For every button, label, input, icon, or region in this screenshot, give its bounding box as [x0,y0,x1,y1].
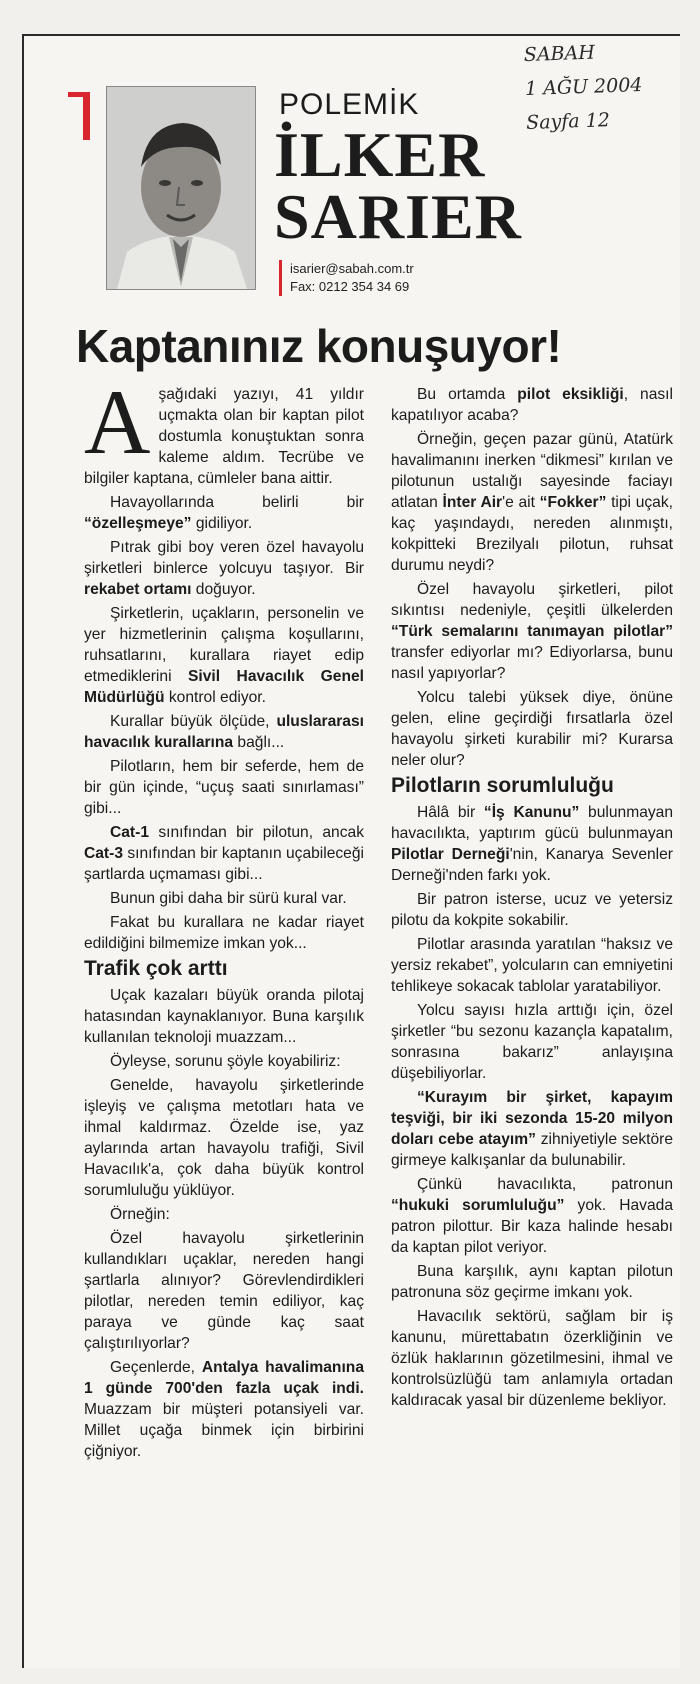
article-column-right [391,384,673,1414]
paragraph: Özel havayolu şirketlerinin kullandıkları uçaklar, nereden hangi şartlarla alınıyor? Görevlendirdikleri pilotlar, nereden temin ediliyor, kaç paraya ve günde kaç saat çalıştırılıyorlar? [84,1230,364,1352]
paragraph: Genelde, havayolu şirketlerinde işleyiş ve çalışma metotları hata ve ihmal kaldırmaz. Özelde ise, yaz aylarında artan havayolu trafiği, Sivil Havacılık'a, çok daha büyük kontrol sorumluluğu yüklüyor. [84,1077,364,1199]
paragraph: Fakat bu kurallara ne kadar riayet edildiğini bilmemize imkan yok... [84,914,364,952]
paragraph: Yolcu sayısı hızla arttığı için, özel şirketler “bu sezonu kazançla kapatalım, sonrasına bakarız” anlayışına düşebiliyorlar. [391,1002,673,1082]
paragraph: Geçenlerde, Antalya havalimanına 1 günde 700'den fazla uçak indi. Muazzam bir müşteri potansiyeli var. Millet uçağa binmek için birbirini çiğniyor. [84,1359,364,1460]
handwritten-page: Sayfa 12 [525,109,611,135]
paragraph: Hâlâ bir “İş Kanunu” bulunmayan havacılıkta, yaptırım gücü bulunmayan Pilotlar Derneği'nin, Kanarya Sevenler Derneği'nden farkı yok. [391,804,674,884]
paragraph: Uçak kazaları büyük oranda pilotaj hatasından kaynaklanıyor. Buna karşılık kullanılan teknoloji muazzam... [84,987,364,1046]
paragraph: Kurallar büyük ölçüde, uluslararası havacılık kurallarına bağlı... [84,713,364,751]
author-fax: Fax: 0212 354 34 69 [290,279,410,294]
paragraph: Şirketlerin, uçakların, personelin ve yer hizmetlerinin çalışma koşullarını, ruhsatlarını, kurallara riayet edip etmediklerini Sivil Havacılık Genel Müdürlüğü kontrol ediyor. [84,605,364,706]
drop-cap: A [84,371,151,473]
subheading-pilot-responsibility: Pilotların sorumluluğu [391,774,614,797]
newspaper-clipping [22,34,680,1668]
article-column-left [84,371,364,1465]
paragraph: “Kurayım bir şirket, kapayım teşviği, bir iki sezonda 15-20 milyon doları cebe atayım” zihniyetiyle sektöre girmeye kalkışanlar da bulunabilir. [391,1089,674,1169]
author-portrait-icon [107,87,255,289]
paragraph: Bunun gibi daha bir sürü kural var. [110,890,347,907]
paragraph: Çünkü havacılıkta, patronun “hukuki sorumluluğu” yok. Havada patron pilottur. Bir kaza halinde hesabı da kaptan pilot veriyor. [391,1176,674,1256]
subheading-traffic: Trafik çok arttı [84,957,228,980]
paragraph: Yolcu talebi yüksek diye, önüne gelen, eline geçirdiği fırsatlarla özel havayolu şirketi kurabilir mi? Kurarsa neler olur? [391,689,673,769]
paragraph: Cat-1 sınıfından bir pilotun, ancak Cat-3 sınıfından bir kaptanın uçabileceği şartlarda uçmaması gibi... [84,824,364,883]
author-email: isarier@sabah.com.tr [290,261,414,276]
paragraph: Aşağıdaki yazıyı, 41 yıldır uçmakta olan bir kaptan pilot dostumla konuştuktan sonra kaleme aldım. Tecrübe ve bilgiler kaptana, cümleler bana aittir. [84,371,364,487]
paragraph: Bir patron isterse, ucuz ve yetersiz pilotu da kokpite sokabilir. [391,891,673,929]
paragraph: Örneğin: [110,1206,170,1223]
paragraph: Buna karşılık, aynı kaptan pilotun patronuna söz geçirme imkanı yok. [391,1263,673,1301]
paragraph: Örneğin, geçen pazar günü, Atatürk havalimanını inerken “dikmesi” kırılan ve pilotunun ustalığı sayesinde faciayı atlatan İnter Air'e ait “Fokker” tipi uçak, kaç yaşındaydı, nereden alınmıştı, kokpitteki Brezilyalı pilotun, ruhsat durumu neydi? [391,431,673,574]
paragraph: Pilotlar arasında yaratılan “haksız ve yersiz rekabet”, yolcuların can emniyetini tehlikeye sokacak tablolar yaratabiliyor. [391,936,673,995]
handwritten-note [523,34,644,140]
headline: Kaptanınız konuşuyor! [76,320,562,372]
paragraph: Özel havayolu şirketleri, pilot sıkıntısı nedeniyle, çeşitli ülkelerden “Türk semalarını tanımayan pilotlar” transfer ediyorlar mı? Ediyorlarsa, bunu nasıl yapıyorlar? [391,581,673,682]
author-photo [106,86,256,290]
paragraph: Pilotların, hem bir seferde, hem de bir gün içinde, “uçuş saati sınırlaması” gibi... [84,758,364,817]
author-name [274,119,522,252]
handwritten-date: 1 AĞU 2004 [524,73,643,101]
paragraph: Havacılık sektörü, sağlam bir iş kanunu, mürettabatın özerkliğinin ve özlük haklarının gözetilmesini, ihmal ve kontrolsüzlüğü tam anlamıyla ortadan kaldıracak yasal bir düzenleme bekliyor. [391,1308,673,1409]
paragraph: Pıtrak gibi boy veren özel havayolu şirketleri binlerce yolcuyu taşıyor. Bir rekabet ortamı doğuyor. [84,539,364,598]
author-name-line2: SARIER [274,181,522,252]
handwritten-paper: SABAH [523,41,596,67]
author-contact [279,260,414,296]
paragraph: Öyleyse, sorunu şöyle koyabiliriz: [110,1053,341,1070]
red-accent-bar [83,92,90,140]
paragraph: Bu ortamda pilot eksikliği, nasıl kapatılıyor acaba? [391,386,673,424]
column-kicker: POLEMİK [279,88,420,121]
paragraph: Havayollarında belirli bir “özelleşmeye” gidiliyor. [84,494,364,532]
author-name-line1: İLKER [274,119,486,190]
